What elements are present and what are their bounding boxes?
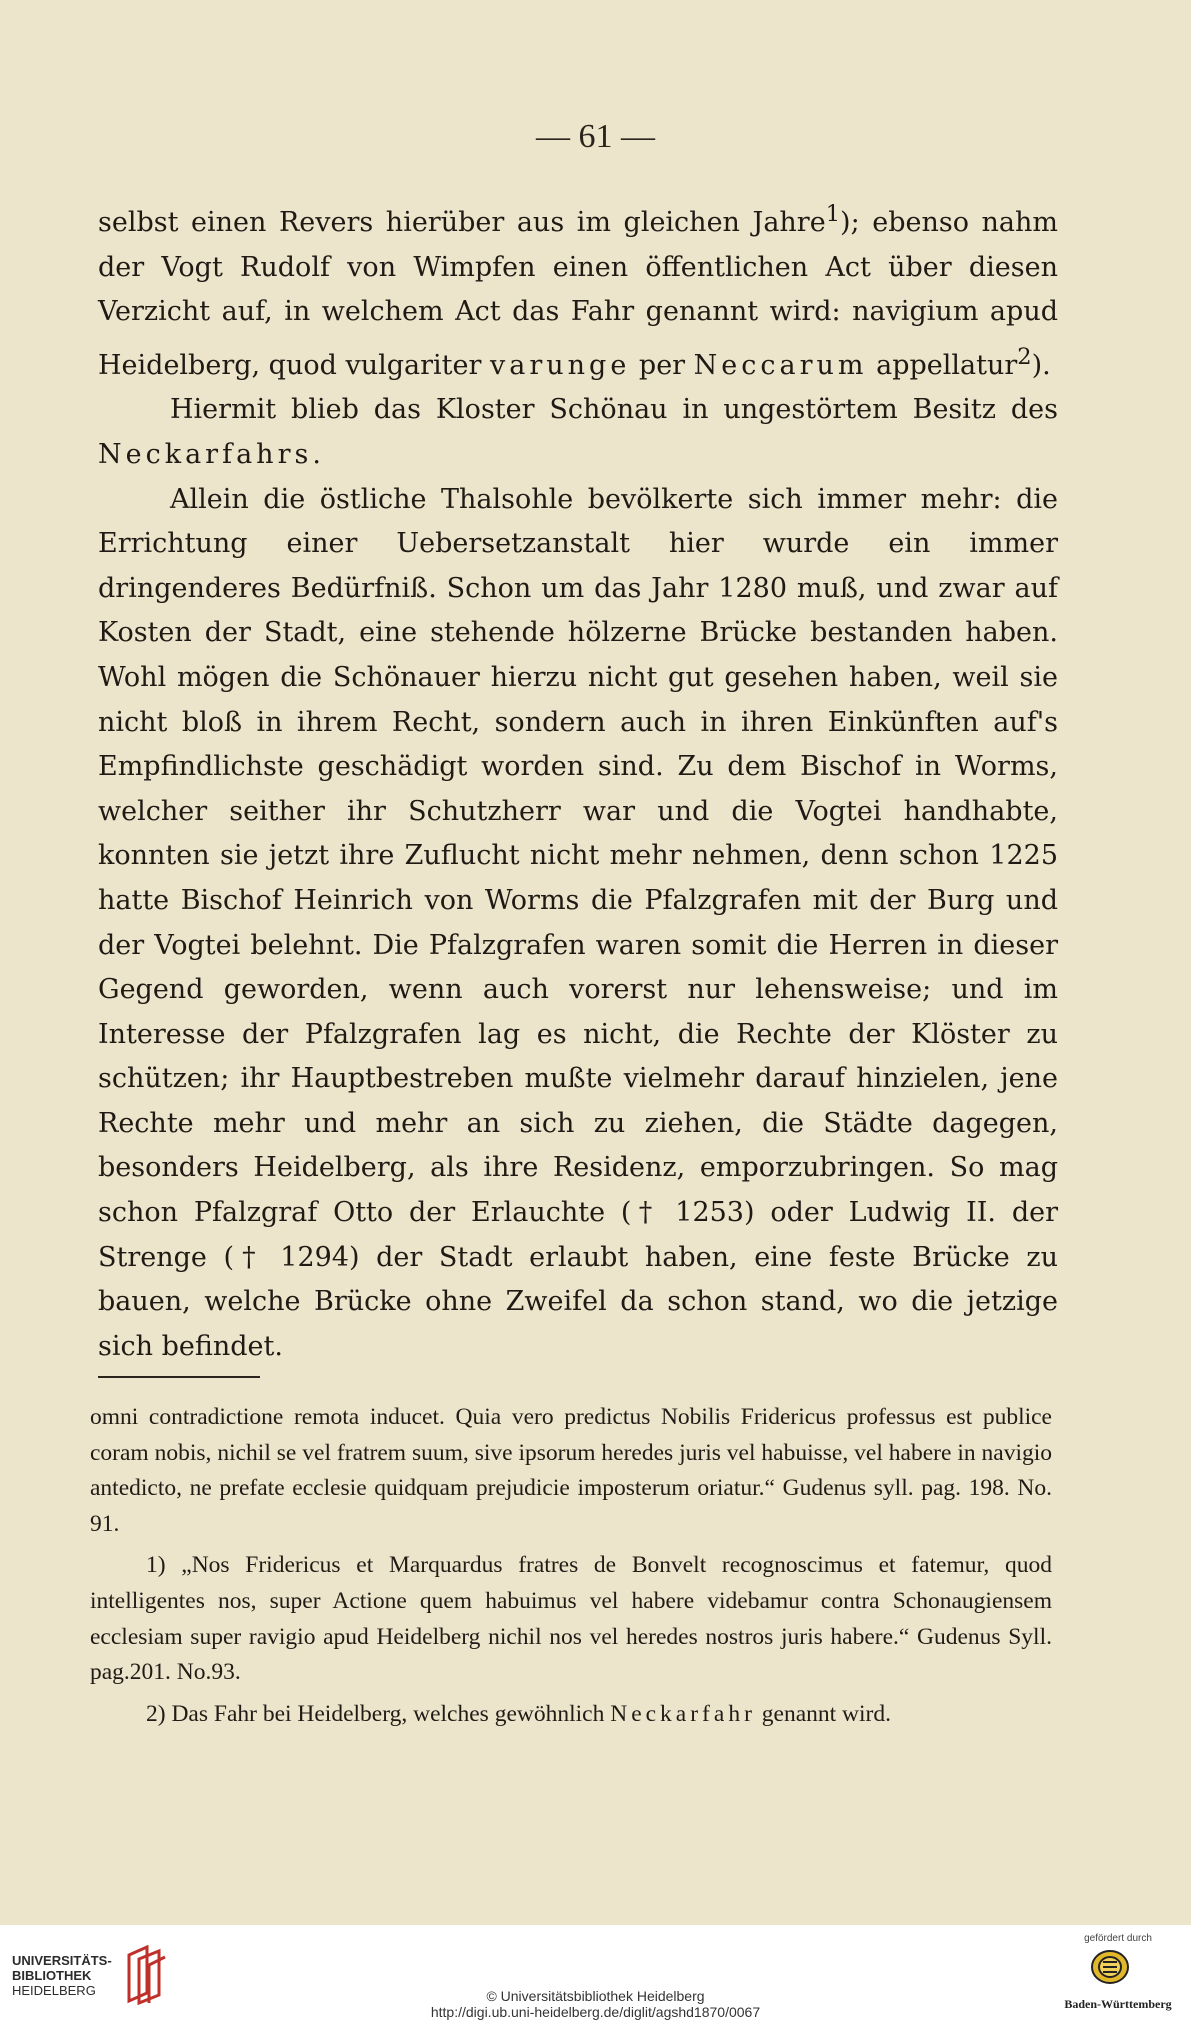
funded-by-label: gefördert durch xyxy=(1084,1933,1152,1944)
footnote-2 xyxy=(90,1697,1052,1733)
text-run: Hiermit blieb das Kloster Schönau in ungestörtem Besitz des xyxy=(170,394,1058,426)
paragraph-2 xyxy=(98,388,1058,477)
main-text xyxy=(98,192,1058,1369)
text-run: genannt wird. xyxy=(761,1700,891,1727)
baden-wuerttemberg-logo-icon xyxy=(1091,1950,1129,1984)
text-run: . xyxy=(312,438,321,470)
spaced-word: varunge xyxy=(490,349,631,381)
funder-name: Baden-Württemberg xyxy=(1064,1997,1172,2011)
page-number: — 61 — xyxy=(536,118,655,155)
footnote-1: 1) „Nos Fridericus et Marquardus fratres de Bonvelt recognoscimus et fatemur, quod intelligentes nos, super Actione quem habuimus vel habere videbamur contra Schonaugiensem ecclesiam super ravigio apud Heidelberg nichil nos vel heredes nostros juris habere.“ Gudenus Syll. pag.201. No.93. xyxy=(90,1552,1052,1686)
text-run: ). xyxy=(1031,349,1051,381)
footnote-ref-1: 1 xyxy=(825,201,841,227)
library-name-line-2: BIBLIOTHEK xyxy=(12,1968,92,1983)
text-run: appellatur xyxy=(876,349,1018,381)
spaced-word: Neccarum xyxy=(693,349,868,381)
footnote-continuation: omni contradictione remota inducet. Quia vero predictus Nobilis Fridericus professus est publice coram nobis, nichil se vel fratrem suum, sive ipsorum heredes juris vel habuisse, vel habere in navigio antedicto, ne prefate ecclesie quidquam prejudicie imposterum oriatur.“ Gudenus syll. pag. 198. No. 91. xyxy=(90,1404,1052,1537)
text-run: per xyxy=(638,349,686,381)
footnote-ref-2: 2 xyxy=(1017,343,1032,370)
spaced-word: Neckarfahr xyxy=(610,1700,756,1727)
spaced-word: Neckarfahrs xyxy=(98,438,313,470)
text-run: selbst einen Revers hierüber aus im gleichen Jahre xyxy=(98,207,826,238)
text-run: ); ebenso nahm der Vogt Rudolf von Wimpfen einen öffentlichen Act über diesen Verzicht auf, in welchem Act das Fahr genannt wird: navigium apud Heidelberg, quod vulgariter xyxy=(98,207,1058,381)
copyright-notice: © Universitätsbibliothek Heidelberg xyxy=(486,1988,705,2004)
permalink-url[interactable]: http://digi.ub.uni-heidelberg.de/diglit/agshd1870/0067 xyxy=(430,2004,761,2020)
library-name-line-1: UNIVERSITÄTS- xyxy=(12,1953,112,1968)
paragraph-3: Allein die östliche Thalsohle bevölkerte sich immer mehr: die Errichtung einer Uebersetzanstalt hier wurde ein immer dringenderes Bedürfniß. Schon um das Jahr 1280 muß, und zwar auf Kosten der Stadt, eine stehende hölzerne Brücke bestanden haben. Wohl mögen die Schönauer hierzu nicht gut gesehen haben, weil sie nicht bloß in ihrem Recht, sondern auch in ihren Einkünften auf's Empfindlichste geschädigt worden sind. Zu dem Bischof in Worms, welcher seither ihr Schutzherr war und die Vogtei handhabte, konnten sie jetzt ihre Zuflucht nicht mehr nehmen, denn schon 1225 hatte Bischof Heinrich von Worms die Pfalzgrafen mit der Burg und der Vogtei belehnt. Die Pfalzgrafen waren somit die Herren in dieser Gegend geworden, wenn auch vorerst nur lehensweise; und im Interesse der Pfalzgrafen lag es nicht, die Rechte der Klöster zu schützen; ihr Hauptbestreben mußte vielmehr darauf hinzielen, jene Rechte mehr und mehr an sich zu ziehen, die Städte dagegen, besonders Heidelberg, als ihre Residenz, emporzubringen. So mag schon Pfalzgraf Otto der Erlauchte († 1253) oder Ludwig II. der Strenge († 1294) der Stadt erlaubt haben, eine feste Brücke zu bauen, welche Brücke ohne Zweifel da schon stand, wo die jetzige sich befindet. xyxy=(98,483,1058,1362)
library-name-line-3: HEIDELBERG xyxy=(12,1983,96,1998)
footnote-rule xyxy=(98,1376,260,1378)
paragraph-1 xyxy=(98,192,1058,388)
text-run: 2) Das Fahr bei Heidelberg, welches gewöhnlich xyxy=(146,1700,605,1727)
footnotes xyxy=(90,1400,1052,1732)
